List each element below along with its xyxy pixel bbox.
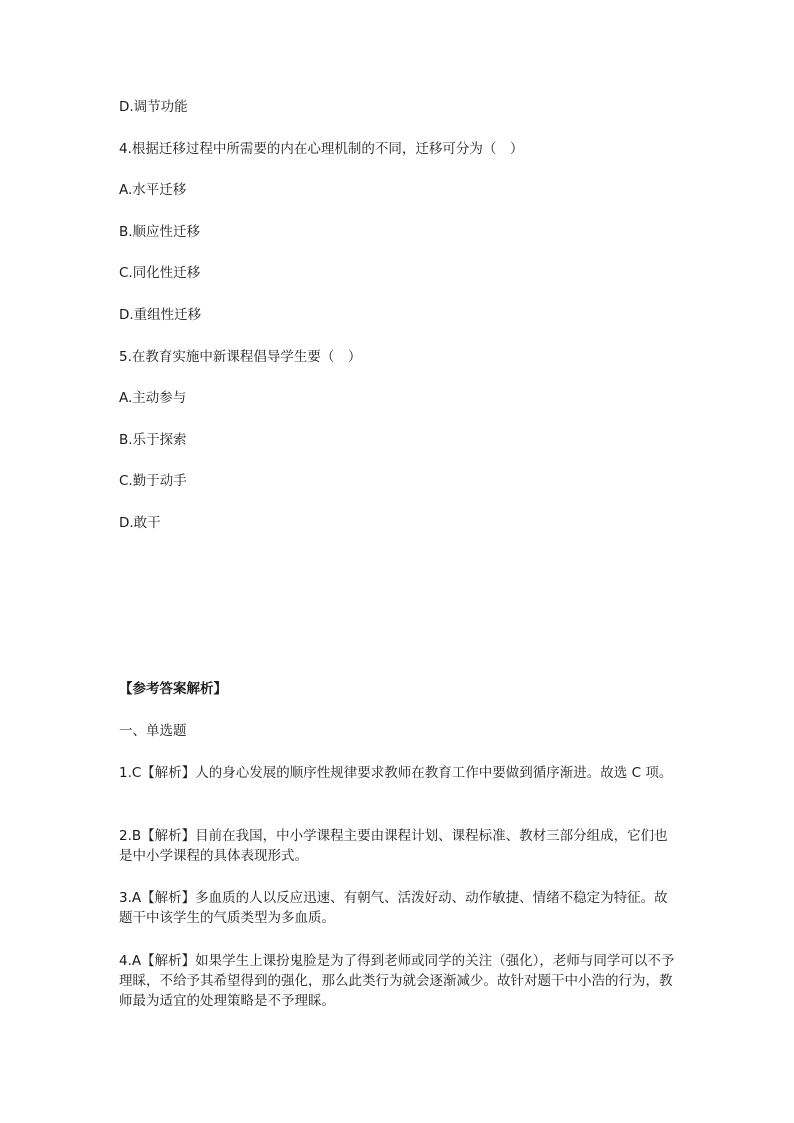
answer-section-title: 【参考答案解析】 (119, 681, 227, 697)
q5-stem: 5.在教育实施中新课程倡导学生要（ ） (119, 349, 362, 365)
q5-option-a: A.主动参与 (119, 390, 187, 406)
q4-option-b: B.顺应性迁移 (119, 224, 201, 240)
q5-option-b: B.乐于探索 (119, 432, 187, 448)
q4-option-c: C.同化性迁移 (119, 265, 201, 281)
q3-option-d: D.调节功能 (119, 99, 188, 115)
q5-option-d: D.敢干 (119, 515, 161, 531)
answer-item-2: 2.B【解析】目前在我国，中小学课程主要由课程计划、课程标准、教材三部分组成，它们也是中小学课程的具体表现形式。 (119, 828, 668, 864)
answer-item-4: 4.A【解析】如果学生上课扮鬼脸是为了得到老师或同学的关注（强化），老师与同学可以不予理睬，不给予其希望得到的强化，那么此类行为就会逐渐减少。故针对题干中小浩的行为，教师最为适宜的处理策略是不予理睬。 (119, 953, 675, 1009)
answer-item-3: 3.A【解析】多血质的人以反应迅速、有朝气、活泼好动、动作敏捷、情绪不稳定为特征。故题干中该学生的气质类型为多血质。 (119, 890, 668, 926)
answer-subsection-title: 一、单选题 (119, 723, 187, 739)
answer-item-1: 1.C【解析】人的身心发展的顺序性规律要求教师在教育工作中要做到循序渐进。故选 C 项。 (119, 765, 673, 781)
q4-option-d: D.重组性迁移 (119, 307, 202, 323)
q4-stem: 4.根据迁移过程中所需要的内在心理机制的不同，迁移可分为（ ） (119, 141, 524, 157)
q4-option-a: A.水平迁移 (119, 182, 187, 198)
q5-option-c: C.勤于动手 (119, 473, 187, 489)
